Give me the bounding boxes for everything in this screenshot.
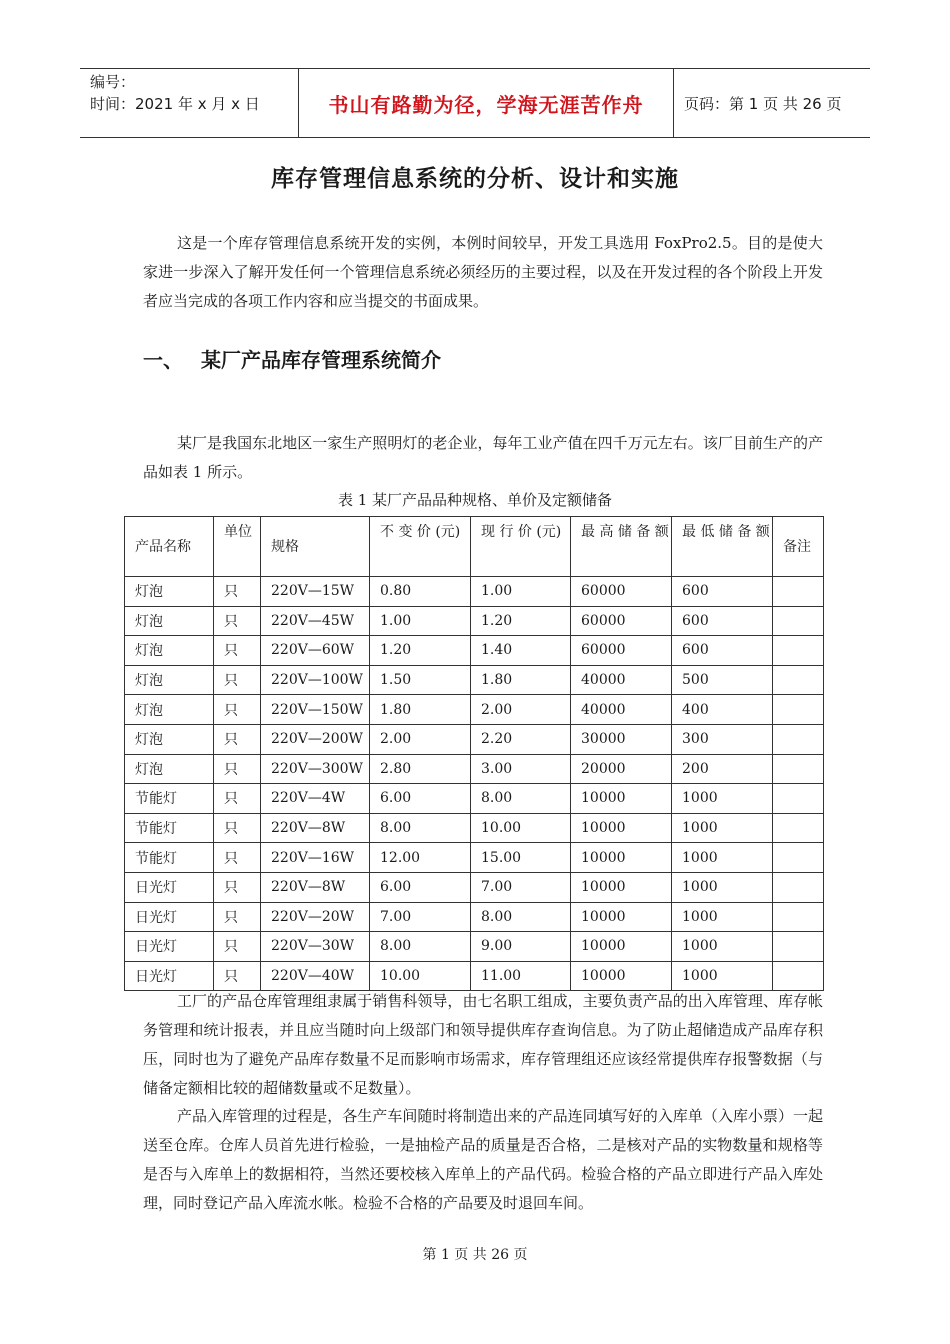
header-motto: 书山有路勤为径，学海无涯苦作舟 [299,69,674,137]
table-cell: 6.00 [370,784,471,814]
table-cell: 600 [672,577,773,607]
page-header [80,68,870,138]
table-cell: 0.80 [370,577,471,607]
table-cell: 220V—100W [261,665,370,695]
table-header-row [125,517,824,577]
table-cell: 只 [214,932,261,962]
table-cell [773,843,824,873]
table-cell: 220V—300W [261,754,370,784]
table-cell: 10000 [571,872,672,902]
table-cell: 灯泡 [125,636,214,666]
document-title: 库存管理信息系统的分析、设计和实施 [271,166,679,192]
table-cell: 只 [214,872,261,902]
table-cell: 40000 [571,695,672,725]
table-cell: 只 [214,902,261,932]
table-cell: 节能灯 [125,843,214,873]
intro-paragraph: 这是一个库存管理信息系统开发的实例，本例时间较早，开发工具选用 FoxPro2.5。目的是使大家进一步深入了解开发任何一个管理信息系统必须经历的主要过程，以及在开发过程的各个阶段上开发者应当完成的各项工作内容和应当提交的书面成果。 [143,234,823,310]
table-cell: 2.00 [471,695,571,725]
table-cell [773,577,824,607]
table-cell: 灯泡 [125,577,214,607]
table-cell: 2.20 [471,724,571,754]
table-cell: 灯泡 [125,754,214,784]
table-row [125,784,824,814]
table-cell: 节能灯 [125,784,214,814]
header-cell: 最 高 储 备 额 [571,517,672,577]
table-cell: 3.00 [471,754,571,784]
table-cell: 8.00 [471,784,571,814]
table-cell: 10000 [571,961,672,991]
table-cell: 20000 [571,754,672,784]
table-row [125,665,824,695]
product-table [124,516,824,991]
table-cell: 只 [214,784,261,814]
table-cell: 1000 [672,902,773,932]
table-cell: 30000 [571,724,672,754]
table-cell: 220V—15W [261,577,370,607]
table-cell: 220V—60W [261,636,370,666]
warehouse-paragraph: 工厂的产品仓库管理组隶属于销售科领导，由七名职工组成，主要负责产品的出入库管理、库存帐务管理和统计报表，并且应当随时向上级部门和领导提供库存查询信息。为了防止超储造成产品库存积压，同时也为了避免产品库存数量不足而影响市场需求，库存管理组还应该经常提供库存报警数据（与储备定额相比较的超储数量或不足数量）。 [143,992,823,1097]
section-number: 一、 [143,348,183,372]
table-cell: 灯泡 [125,606,214,636]
table-row [125,695,824,725]
table-cell: 灯泡 [125,665,214,695]
header-cell: 单位 [214,517,261,577]
table-cell: 8.00 [370,813,471,843]
table-cell: 1.50 [370,665,471,695]
table-cell: 灯泡 [125,724,214,754]
table-cell [773,813,824,843]
table-row [125,813,824,843]
table-cell: 220V—200W [261,724,370,754]
table-cell: 220V—40W [261,961,370,991]
table-cell: 600 [672,636,773,666]
header-cell: 规格 [261,517,370,577]
table-cell [773,784,824,814]
table-cell: 1.80 [471,665,571,695]
table-cell [773,636,824,666]
table-cell: 日光灯 [125,872,214,902]
table-cell: 日光灯 [125,902,214,932]
header-cell: 不 变 价 (元) [370,517,471,577]
table-cell: 只 [214,724,261,754]
table-cell: 11.00 [471,961,571,991]
table-cell: 1.20 [471,606,571,636]
table-cell: 10000 [571,902,672,932]
table-cell: 日光灯 [125,961,214,991]
table-cell: 60000 [571,577,672,607]
table-cell: 1.20 [370,636,471,666]
document-date: 时间：2021 年 x 月 x 日 [90,95,260,113]
table-row [125,902,824,932]
section-heading-1 [143,344,441,373]
table-row [125,577,824,607]
table-cell [773,606,824,636]
table-cell: 只 [214,577,261,607]
table-row [125,636,824,666]
inbound-paragraph: 产品入库管理的过程是，各生产车间随时将制造出来的产品连同填写好的入库单（入库小票）一起送至仓库。仓库人员首先进行检验，一是抽检产品的质量是否合格，二是核对产品的实物数量和规格等是否与入库单上的数据相符，当然还要校核入库单上的产品代码。检验合格的产品立即进行产品入库处理，同时登记产品入库流水帐。检验不合格的产品要及时退回车间。 [143,1107,823,1212]
table-cell: 只 [214,754,261,784]
table-cell: 220V—8W [261,872,370,902]
table-cell: 9.00 [471,932,571,962]
table-cell: 1.00 [471,577,571,607]
table-cell: 200 [672,754,773,784]
table-cell [773,754,824,784]
table-cell [773,932,824,962]
table-cell: 1000 [672,784,773,814]
header-cell: 产品名称 [125,517,214,577]
header-cell: 备注 [773,517,824,577]
table-row [125,724,824,754]
table-cell: 220V—8W [261,813,370,843]
table-cell: 日光灯 [125,932,214,962]
table-cell: 220V—45W [261,606,370,636]
table-cell: 7.00 [370,902,471,932]
table-cell: 10000 [571,784,672,814]
table-cell [773,902,824,932]
table-cell: 1.00 [370,606,471,636]
table-cell: 220V—30W [261,932,370,962]
table-cell: 40000 [571,665,672,695]
table-cell: 220V—20W [261,902,370,932]
table-caption: 表 1 某厂产品品种规格、单价及定额储备 [337,491,613,509]
table-cell: 1000 [672,843,773,873]
factory-paragraph: 某厂是我国东北地区一家生产照明灯的老企业，每年工业产值在四千万元左右。该厂目前生产的产品如表 1 所示。 [143,434,823,481]
table-cell: 8.00 [370,932,471,962]
table-cell: 600 [672,606,773,636]
table-cell: 1.40 [471,636,571,666]
table-cell: 1000 [672,961,773,991]
table-cell: 7.00 [471,872,571,902]
table-cell: 400 [672,695,773,725]
table-cell: 220V—4W [261,784,370,814]
table-row [125,843,824,873]
header-cell: 最 低 储 备 额 [672,517,773,577]
table-cell: 灯泡 [125,695,214,725]
table-cell: 只 [214,813,261,843]
table-cell: 2.00 [370,724,471,754]
table-row [125,932,824,962]
table-cell: 220V—150W [261,695,370,725]
table-cell: 节能灯 [125,813,214,843]
table-cell [773,724,824,754]
table-cell: 只 [214,961,261,991]
table-row [125,606,824,636]
table-cell: 8.00 [471,902,571,932]
table-cell: 10000 [571,813,672,843]
document-number-label: 编号： [90,73,136,91]
table-row [125,754,824,784]
table-cell: 10.00 [370,961,471,991]
table-cell: 6.00 [370,872,471,902]
table-cell [773,665,824,695]
table-cell: 1000 [672,813,773,843]
page-footer: 第 1 页 共 26 页 [422,1247,528,1263]
table-cell: 60000 [571,606,672,636]
header-left-cell [80,69,299,137]
table-cell: 10000 [571,932,672,962]
section-title: 某厂产品库存管理系统简介 [201,348,441,372]
table-cell: 1000 [672,872,773,902]
table-cell: 只 [214,843,261,873]
table-cell: 10.00 [471,813,571,843]
table-cell: 1.80 [370,695,471,725]
table-cell: 10000 [571,843,672,873]
table-cell: 60000 [571,636,672,666]
table-cell: 只 [214,606,261,636]
table-cell: 300 [672,724,773,754]
table-cell: 2.80 [370,754,471,784]
header-cell: 现 行 价 (元) [471,517,571,577]
table-body [125,577,824,991]
table-cell: 只 [214,695,261,725]
table-cell: 只 [214,636,261,666]
table-cell: 15.00 [471,843,571,873]
header-page-info: 页码：第 1 页 共 26 页 [684,94,842,113]
table-cell: 500 [672,665,773,695]
table-cell: 220V—16W [261,843,370,873]
table-cell [773,695,824,725]
table-cell: 12.00 [370,843,471,873]
table-cell: 只 [214,665,261,695]
table-cell: 1000 [672,932,773,962]
table-cell [773,872,824,902]
table-row [125,872,824,902]
